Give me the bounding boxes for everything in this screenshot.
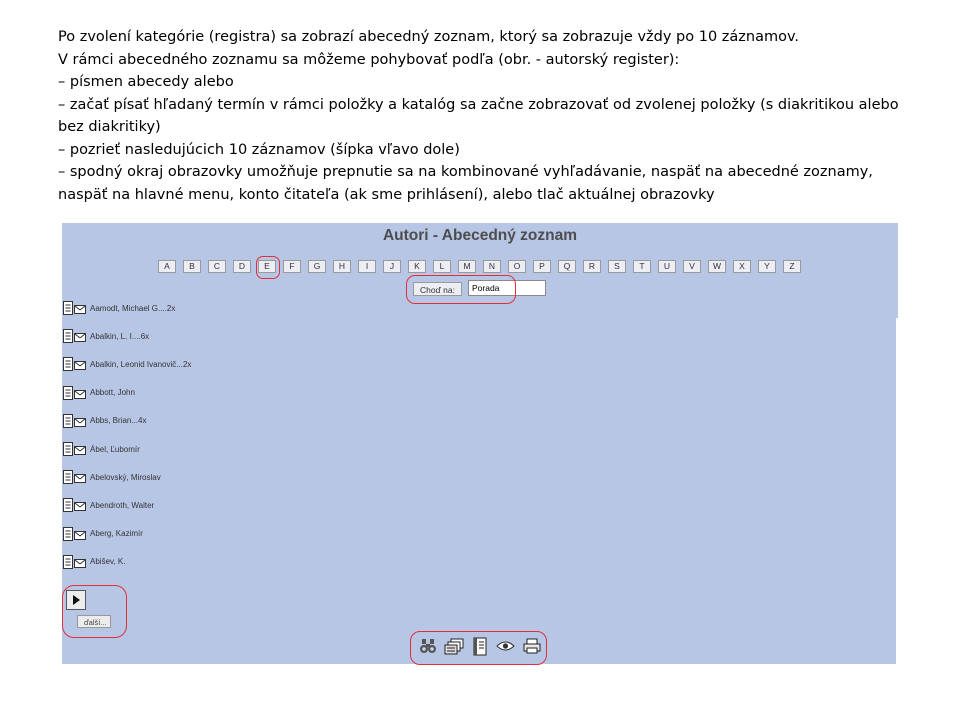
- letter-button-c[interactable]: C: [208, 260, 226, 273]
- instruction-line-2: V rámci abecedného zoznamu sa môžeme pohybovať podľa (obr. - autorský register):: [58, 51, 680, 68]
- record-list-icon: [63, 470, 87, 484]
- record-list-icon: [63, 329, 87, 343]
- record-list-icon: [63, 442, 87, 456]
- letter-button-l[interactable]: L: [433, 260, 451, 273]
- letter-button-g[interactable]: G: [308, 260, 326, 273]
- letter-button-b[interactable]: B: [183, 260, 201, 273]
- letter-button-r[interactable]: R: [583, 260, 601, 273]
- letter-button-m[interactable]: M: [458, 260, 476, 273]
- page-title: Autori - Abecedný zoznam: [382, 227, 578, 244]
- entry-label: Abalkin, Leonid Ivanovič...2x: [90, 359, 192, 369]
- list-item[interactable]: [63, 386, 135, 400]
- catalog-screenshot: [62, 223, 898, 664]
- letter-button-w[interactable]: W: [708, 260, 726, 273]
- list-item[interactable]: [63, 301, 175, 315]
- letter-button-a[interactable]: A: [158, 260, 176, 273]
- letter-button-i[interactable]: I: [358, 260, 376, 273]
- list-item[interactable]: [63, 470, 161, 484]
- list-item[interactable]: [63, 498, 154, 512]
- selected-letter-highlight: [256, 256, 280, 279]
- letter-button-x[interactable]: X: [733, 260, 751, 273]
- letter-button-d[interactable]: D: [233, 260, 251, 273]
- entry-label: Ábel, Ľubomír: [90, 444, 140, 454]
- record-list-icon: [63, 386, 87, 400]
- list-item[interactable]: [63, 555, 125, 569]
- entry-label: Abišev, K.: [90, 557, 126, 567]
- letter-button-s[interactable]: S: [608, 260, 626, 273]
- entry-label: Abendroth, Walter: [90, 500, 155, 510]
- entry-label: Abbott, John: [90, 388, 135, 398]
- entry-label: Aamodt, Michael G....2x: [90, 303, 176, 313]
- letter-button-h[interactable]: H: [333, 260, 351, 273]
- list-item[interactable]: [63, 442, 140, 456]
- record-list-icon: [63, 414, 87, 428]
- letter-button-q[interactable]: Q: [558, 260, 576, 273]
- letter-button-z[interactable]: Z: [783, 260, 801, 273]
- letter-button-p[interactable]: P: [533, 260, 551, 273]
- letter-button-v[interactable]: V: [683, 260, 701, 273]
- list-item[interactable]: [63, 329, 149, 343]
- letter-button-o[interactable]: O: [508, 260, 526, 273]
- next-button[interactable]: ďalší...: [77, 615, 111, 628]
- letter-button-f[interactable]: F: [283, 260, 301, 273]
- record-list-icon: [63, 527, 87, 541]
- instruction-line-6: – spodný okraj obrazovky umožňuje prepnutie sa na kombinované vyhľadávanie, naspäť na abecedné zoznamy, naspäť na hlavné menu, konto čitateľa (ak sme prihlásení), alebo tlač aktuálnej obrazovky: [58, 164, 873, 203]
- letter-button-e[interactable]: E: [258, 260, 276, 273]
- instruction-text: [58, 26, 918, 206]
- instruction-line-3: – písmen abecedy alebo: [58, 74, 234, 90]
- right-edge-strip: [896, 318, 898, 664]
- entry-label: Abalkin, L. I....6x: [90, 331, 150, 341]
- record-list-icon: [63, 498, 87, 512]
- record-list-icon: [63, 301, 87, 315]
- letter-button-u[interactable]: U: [658, 260, 676, 273]
- letter-button-y[interactable]: Y: [758, 260, 776, 273]
- letter-button-k[interactable]: K: [408, 260, 426, 273]
- list-item[interactable]: [63, 527, 143, 541]
- goto-button[interactable]: Choď na:: [413, 282, 462, 296]
- instruction-line-4: – začať písať hľadaný termín v rámci položky a katalóg sa začne zobrazovať od zvolenej položky (s diakritikou alebo bez diakritiky): [58, 96, 899, 135]
- entry-label: Abelovský, Miroslav: [90, 472, 161, 482]
- entry-label: Abbs, Brian...4x: [90, 416, 147, 426]
- record-list-icon: [63, 555, 87, 569]
- list-item[interactable]: [63, 357, 191, 371]
- entry-label: Aberg, Kazimír: [90, 529, 143, 539]
- instruction-line-5: – pozrieť nasledujúcich 10 záznamov (šípka vľavo dole): [58, 141, 460, 158]
- letter-button-n[interactable]: N: [483, 260, 501, 273]
- instruction-line-1: Po zvolení kategórie (registra) sa zobrazí abecedný zoznam, ktorý sa zobrazuje vždy po 10 záznamov.: [58, 29, 800, 45]
- toolbar-highlight: [410, 631, 547, 665]
- letter-button-j[interactable]: J: [383, 260, 401, 273]
- record-list-icon: [63, 357, 87, 371]
- goto-highlight: [406, 275, 516, 304]
- letter-button-t[interactable]: T: [633, 260, 651, 273]
- next-highlight: [62, 585, 127, 638]
- list-item[interactable]: [63, 414, 146, 428]
